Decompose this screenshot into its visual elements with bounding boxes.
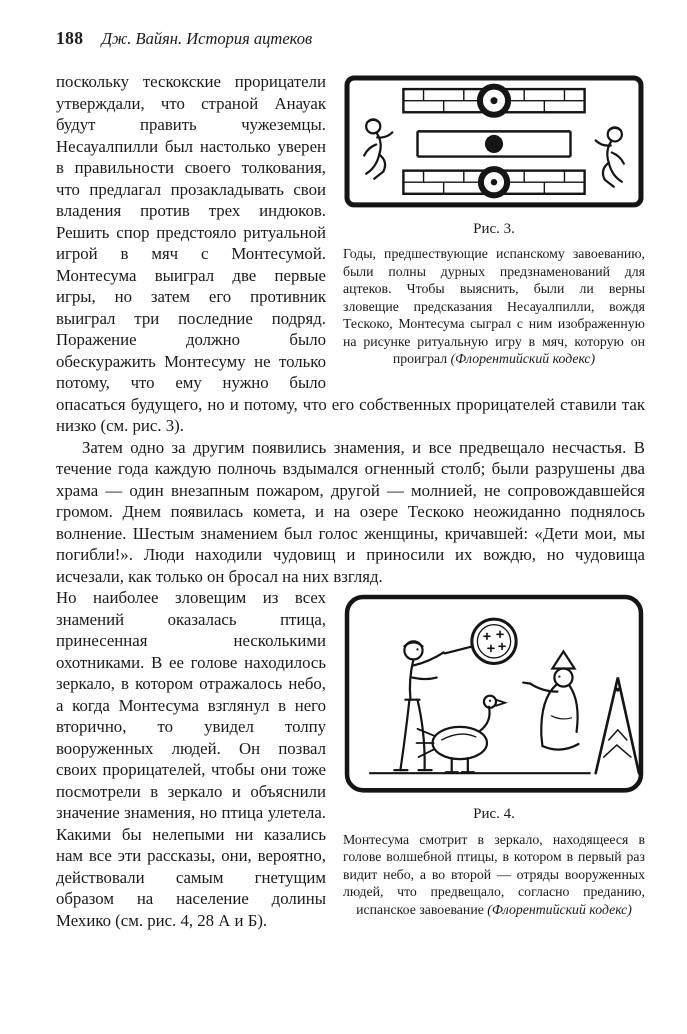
paragraph-1: поскольку тескокские прорицатели утверждали, что страной Анауак будут править чужеземцы. Несауалпилли был настолько уверен в правильности своего толкования, что предлагал прозакладывать свои владения против трех индюков. Решить спор предстояло ритуальной игрой в мяч с Монтесумой. Монтесума выиграл две первые игры, но затем его противник выиграл три последние подряд. Поражение должно было обескуражить Монтесуму не только потому, что ему нужно было опасаться будущего, но и потому, что его собственных прорицателей ставили так низко (см. рис. 3). [56,72,645,435]
figure-4-source: (Флорентийский кодекс) [487,901,632,917]
rubber-ball [485,135,503,153]
figure-4-illustration [343,593,645,794]
figure-3 [343,74,645,368]
figure-3-source: (Флорентийский кодекс) [450,351,596,367]
star-icon [488,645,494,651]
figure-3-caption-body: Годы, предшествующие испанскому завоеванию, были полны дурных предзнаменований для ацтеков. Чтобы выяснить, были ли верны зловещие предсказания Несауалпилли, вождя Тескоко, Монтесума сыграл с ним изображенную на рисунке ритуальную игру в мяч, которую он проиграл [343,246,645,367]
page-body [56,71,645,931]
star-icon [497,631,503,637]
figure-3-caption [343,220,645,368]
figure-4 [343,593,645,918]
figure-3-caption-text [343,245,645,368]
mountain [596,678,639,774]
ball-game-drawing [343,74,645,209]
paragraph-2-continued: Но наиболее зловещим из всех знамений оказалась птица, принесенная несколькими охотниками. В ее голове находилось зеркало, в котором отражалось небо, а когда Монтесума взглянул в него вторично, то увидел толпу вооруженных людей. Он позвал своих прорицателей, чтобы они тоже посмотрели в зеркало и объяснили значение знамения, но птица улетела. Какими бы нелепыми ни казались нам все эти рассказы, они, вероятно, действовали самым гнетущим образом на население долины Мехико (см. рис. 4, 28 А и Б). [56,588,326,930]
bird-mirror-drawing [343,593,645,794]
star-icon [499,643,505,649]
figure-3-illustration [343,74,645,209]
ball-player-left [364,119,392,178]
figure-4-caption [343,805,645,918]
figure-4-caption-text [343,831,645,919]
figure-4-label: Рис. 4. [473,806,515,823]
page-header [56,28,645,49]
figure-4-frame [347,597,641,790]
page-number: 188 [56,28,84,48]
figure-4-caption-body: Монтесума смотрит в зеркало, находящееся в голове волшебной птицы, в котором в первый раз видит небо, а во второй — отряды вооруженных людей, что предвещало, согласно преданию, испанское завоевание [343,831,645,917]
mirror [445,619,516,663]
magic-bird [416,696,505,773]
running-title: Дж. Вайян. История ацтеков [101,29,313,48]
paragraph-2: Затем одно за другим появились знамения, и все предвещало несчастья. В течение года каждую полночь вздымался огненный столб; были разрушены два храма — один внезапным пожаром, другой — молнией, не сопровождавшейся громом. Днем появилась комета, и на озере Тескоко неожиданно поднялось волнение. Шестым знамением был голос женщины, кричавшей: «Дети мои, мы погибли!». Люди находили чудовищ и приносили их вождю, но чудовища исчезали, как только он бросал на них взгляд. [56,437,645,586]
star-icon [484,633,490,639]
figure-3-label: Рис. 3. [473,220,515,237]
montezuma-figure [523,651,578,749]
ball-player-right [596,127,624,186]
